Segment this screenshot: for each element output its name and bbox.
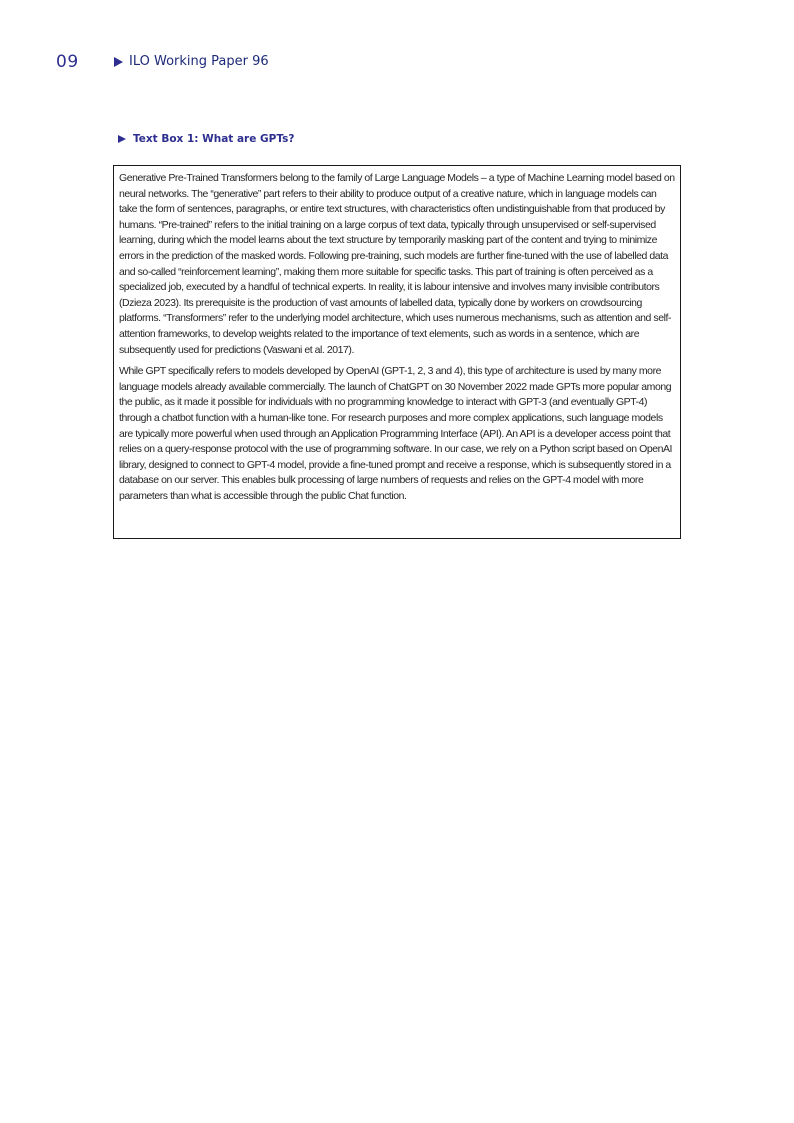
text-box-paragraph: Generative Pre-Trained Transformers belong to the family of Large Language Models – a type of Machine Learning model based on neural networks. The “generative” part refers to their ability to produce output of a creative nature, which in language models can take the form of sentences, paragraphs, or entire text structures, with characteristics often undistinguishable from that produced by humans. “Pre-trained” refers to the initial training on a large corpus of text data, typically through unsupervised or self-supervised learning, during which the model learns about the text structure by temporarily masking part of the content and trying to minimize errors in the prediction of the masked words. Following pre-training, such models are further fine-tuned with the use of labelled data and so-called “reinforcement learning”, making them more suitable for specific tasks. This part of training is often perceived as a specialized job, executed by a handful of technical experts. In reality, it is labour intensive and involves many invisible contributors (Dzieza 2023). Its prerequisite is the production of vast amounts of labelled data, typically done by workers on crowdsourcing platforms. “Transformers” refer to the underlying model architecture, which uses numerous mechanisms, such as attention and self-attention frameworks, to develop weights related to the importance of text elements, such as words in a sentence, which are subsequently used for predictions (Vaswani et al. 2017). <box>119 172 675 356</box>
triangle-right-icon <box>114 57 123 67</box>
text-box <box>113 165 681 539</box>
running-header-title: ILO Working Paper 96 <box>129 54 269 69</box>
page-number: 09 <box>56 52 79 72</box>
text-box-title: Text Box 1: What are GPTs? <box>133 133 295 145</box>
text-box-paragraph: While GPT specifically refers to models developed by OpenAI (GPT-1, 2, 3 and 4), this type of architecture is used by many more language models already available commercially. The launch of ChatGPT on 30 November 2022 made GPTs more popular among the public, as it made it possible for individuals with no programming knowledge to interact with GPT-3 (and eventually GPT-4) through a chatbot function with a human-like tone. For research purposes and more complex applications, such language models are typically more powerful when used through an Application Programming Interface (API). An API is a developer access point that relies on a query-response protocol with the use of programming software. In our case, we rely on a Python script based on OpenAI library, designed to connect to GPT-4 model, provide a fine-tuned prompt and receive a response, which is subsequently stored in a database on our server. This enables bulk processing of large numbers of requests and relies on the GPT-4 model with more parameters than what is accessible through the public Chat function. <box>119 365 673 502</box>
text-box-heading <box>118 133 294 145</box>
triangle-right-icon <box>118 135 126 143</box>
running-header <box>114 54 269 69</box>
